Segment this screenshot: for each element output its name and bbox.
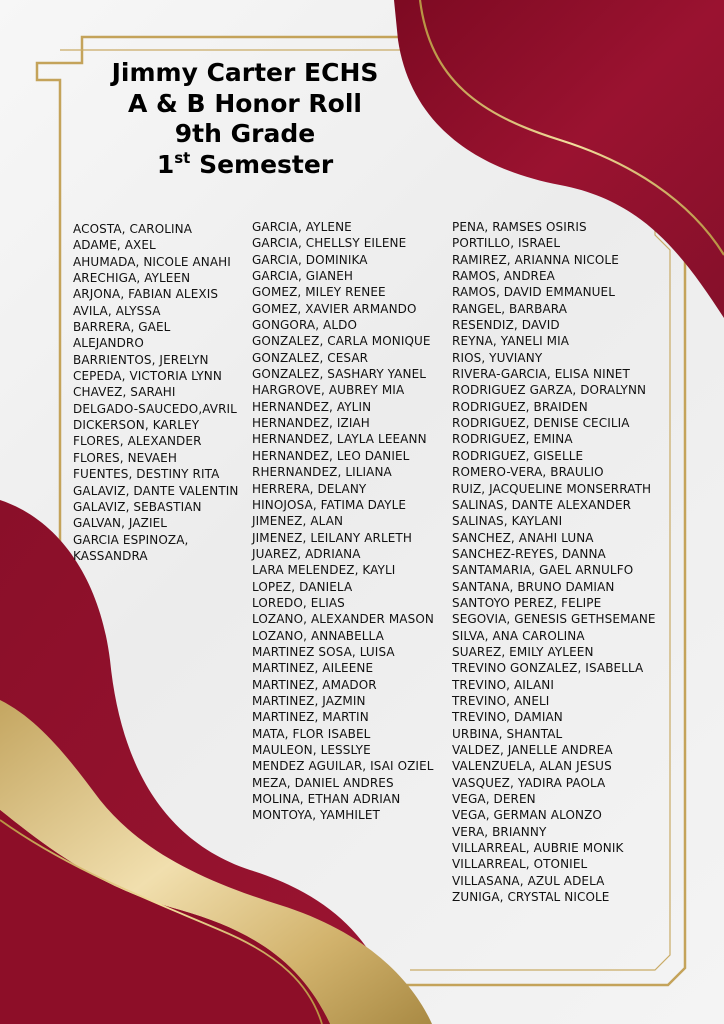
student-name: ARJONA, FABIAN ALEXIS (73, 287, 219, 302)
student-name: PENA, RAMSES OSIRIS (452, 220, 587, 234)
student-name: FLORES, NEVAEH (73, 450, 177, 465)
student-name: MARTINEZ, JAZMIN (252, 693, 366, 708)
student-name: TREVINO, DAMIAN (452, 710, 563, 725)
student-name: GONGORA, ALDO (252, 318, 358, 333)
student-name: LOREDO, ELIAS (252, 595, 345, 610)
student-name: GOMEZ, MILEY RENEE (252, 285, 386, 300)
semester-word: Semester (199, 149, 334, 179)
student-name: JIMENEZ, LEILANY ARLETH (252, 530, 412, 545)
student-name: RAMOS, ANDREA (452, 269, 555, 284)
student-name: HARGROVE, AUBREY MIA (252, 383, 405, 398)
student-name: MOLINA, ETHAN ADRIAN (252, 792, 401, 807)
semester-label (60, 150, 430, 181)
student-name: GONZALEZ, CESAR (252, 350, 369, 365)
student-name: ADAME, AXEL (73, 238, 156, 253)
semester-number: 1 (156, 149, 175, 179)
student-name: VILLARREAL, OTONIEL (452, 857, 588, 872)
student-name: SALINAS, KAYLANI (452, 514, 563, 529)
student-name: SANCHEZ-REYES, DANNA (452, 546, 606, 561)
names-column-2 (252, 219, 434, 824)
student-name: MATA, FLOR ISABEL (252, 726, 371, 741)
grade-label: 9th Grade (174, 119, 316, 148)
student-name: VEGA, DEREN (452, 792, 536, 807)
student-name: HERNANDEZ, LAYLA LEEANN (252, 432, 427, 447)
student-name: RHERNANDEZ, LILIANA (252, 465, 392, 480)
student-name: SANCHEZ, ANAHI LUNA (452, 530, 594, 545)
student-name: LOZANO, ALEXANDER MASON (252, 612, 434, 627)
student-name: GALVAN, JAZIEL (73, 516, 168, 531)
student-name: GALAVIZ, SEBASTIAN (73, 499, 202, 514)
student-name: AHUMADA, NICOLE ANAHI (73, 254, 231, 269)
student-name: VILLASANA, AZUL ADELA (452, 873, 605, 888)
student-name: TREVINO, ANELI (452, 693, 550, 708)
student-name: KASSANDRA (73, 548, 148, 563)
student-name: SANTANA, BRUNO DAMIAN (452, 579, 615, 594)
student-name: RAMIREZ, ARIANNA NICOLE (452, 252, 619, 267)
student-name: VILLARREAL, AUBRIE MONIK (452, 841, 624, 856)
student-name: SANTOYO PEREZ, FELIPE (452, 595, 602, 610)
student-name: MONTOYA, YAMHILET (252, 808, 380, 823)
student-name: RUIZ, JACQUELINE MONSERRATH (452, 481, 652, 496)
student-name: GARCIA, DOMINIKA (252, 252, 368, 267)
student-name: URBINA, SHANTAL (452, 726, 563, 741)
student-name: REYNA, YANELI MIA (452, 334, 570, 349)
student-name: GARCIA, GIANEH (252, 269, 354, 284)
student-name: RANGEL, BARBARA (452, 301, 568, 316)
student-name: ACOSTA, CAROLINA (73, 222, 193, 236)
student-name: HERNANDEZ, LEO DANIEL (252, 448, 410, 463)
student-name: HERNANDEZ, IZIAH (252, 416, 370, 431)
honor-roll-title: A & B Honor Roll (128, 88, 362, 118)
school-name: Jimmy Carter ECHS (111, 58, 379, 87)
student-name: MARTINEZ, AMADOR (252, 677, 377, 692)
student-name: RODRIGUEZ, DENISE CECILIA (452, 416, 630, 431)
student-name: HINOJOSA, FATIMA DAYLE (252, 497, 407, 512)
student-name: CHAVEZ, SARAHI (73, 385, 176, 400)
student-name: TREVINO GONZALEZ, ISABELLA (452, 661, 644, 676)
student-name: ALEJANDRO (73, 336, 144, 351)
student-name: RODRIGUEZ, BRAIDEN (452, 399, 588, 414)
student-name: FUENTES, DESTINY RITA (73, 467, 220, 482)
student-name: GARCIA, CHELLSY EILENE (252, 236, 407, 251)
student-name: SANTAMARIA, GAEL ARNULFO (452, 563, 634, 578)
student-name: MENDEZ AGUILAR, ISAI OZIEL (252, 759, 434, 774)
student-name: MARTINEZ, AILEENE (252, 661, 374, 676)
semester-suffix: st (174, 148, 191, 167)
student-name: JUAREZ, ADRIANA (252, 546, 361, 561)
student-name: RIVERA-GARCIA, ELISA NINET (452, 367, 630, 382)
student-name: MARTINEZ SOSA, LUISA (252, 644, 395, 659)
student-name: GARCIA ESPINOZA, (73, 532, 189, 547)
student-name: VALDEZ, JANELLE ANDREA (452, 743, 613, 757)
student-name: RIOS, YUVIANY (452, 350, 543, 365)
student-name: VERA, BRIANNY (452, 824, 547, 839)
student-name: ZUNIGA, CRYSTAL NICOLE (452, 890, 610, 905)
student-name: LOZANO, ANNABELLA (252, 628, 384, 643)
student-name: RESENDIZ, DAVID (452, 318, 560, 333)
student-name: CEPEDA, VICTORIA LYNN (73, 369, 222, 384)
student-name: LARA MELENDEZ, KAYLI (252, 563, 396, 578)
student-name: ARECHIGA, AYLEEN (73, 271, 191, 286)
student-name: HERNANDEZ, AYLIN (252, 399, 372, 414)
student-name: GOMEZ, XAVIER ARMANDO (252, 301, 417, 316)
student-name: GONZALEZ, CARLA MONIQUE (252, 334, 431, 349)
student-name: GARCIA, AYLENE (252, 220, 352, 234)
names-column-3 (452, 219, 656, 905)
student-name: RAMOS, DAVID EMMANUEL (452, 285, 616, 300)
student-name: HERRERA, DELANY (252, 481, 367, 496)
student-name: MEZA, DANIEL ANDRES (252, 775, 394, 790)
student-name: SEGOVIA, GENESIS GETHSEMANE (452, 612, 656, 627)
student-name: RODRIGUEZ, GISELLE (452, 448, 584, 463)
student-name: PORTILLO, ISRAEL (452, 236, 561, 251)
student-name: BARRERA, GAEL (73, 320, 171, 335)
student-name: SILVA, ANA CAROLINA (452, 628, 585, 643)
student-name: VEGA, GERMAN ALONZO (452, 808, 602, 823)
student-name: MARTINEZ, MARTIN (252, 710, 369, 725)
student-name: BARRIENTOS, JERELYN (73, 352, 209, 367)
header (60, 58, 430, 180)
student-name: GONZALEZ, SASHARY YANEL (252, 367, 427, 382)
student-name: VALENZUELA, ALAN JESUS (452, 759, 612, 774)
student-name: TREVINO, AILANI (452, 677, 554, 692)
student-name: AVILA, ALYSSA (73, 303, 161, 318)
student-name: VASQUEZ, YADIRA PAOLA (452, 775, 606, 790)
student-name: GALAVIZ, DANTE VALENTIN (73, 483, 239, 498)
student-name: FLORES, ALEXANDER (73, 434, 202, 449)
student-name: RODRIGUEZ GARZA, DORALYNN (452, 383, 647, 398)
student-name: MAULEON, LESSLYE (252, 743, 371, 757)
student-name: DICKERSON, KARLEY (73, 418, 200, 433)
student-name: ROMERO-VERA, BRAULIO (452, 465, 604, 480)
names-column-1 (73, 221, 239, 564)
student-name: JIMENEZ, ALAN (252, 514, 344, 529)
student-name: LOPEZ, DANIELA (252, 579, 353, 594)
student-name: SALINAS, DANTE ALEXANDER (452, 497, 632, 512)
student-name: RODRIGUEZ, EMINA (452, 432, 573, 447)
student-name: DELGADO-SAUCEDO,AVRIL (73, 401, 237, 416)
student-name: SUAREZ, EMILY AYLEEN (452, 644, 594, 659)
